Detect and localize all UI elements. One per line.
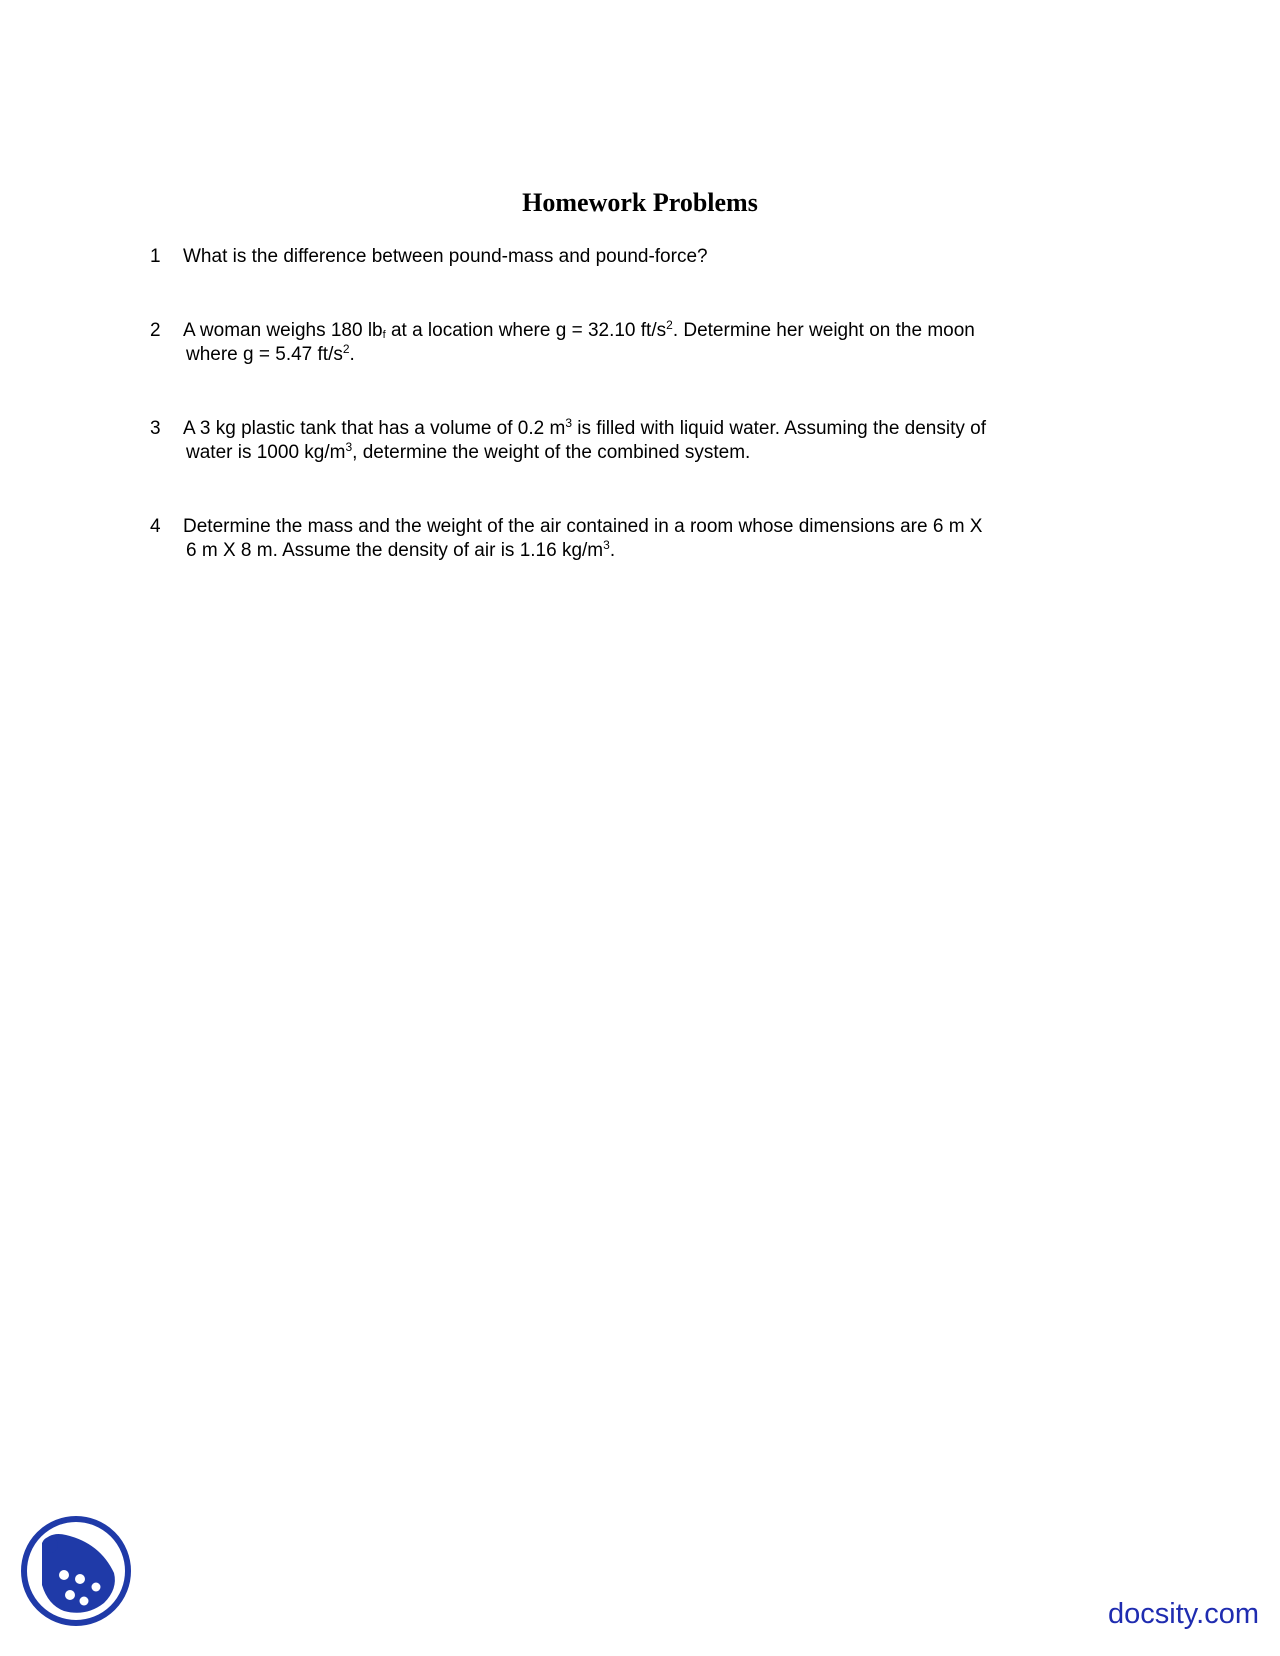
problem-number: 4 xyxy=(150,516,161,537)
problem-line-part: . xyxy=(349,344,355,365)
problem-text xyxy=(183,515,1090,563)
page-title: Homework Problems xyxy=(522,188,758,217)
superscript: 3 xyxy=(603,538,610,552)
problem-line-2 xyxy=(186,343,1090,367)
problem-number: 3 xyxy=(150,418,161,439)
problem-line: What is the difference between pound-mass and pound-force? xyxy=(183,246,708,267)
problem-line-part: . Determine her weight on the moon xyxy=(672,320,975,341)
problem-line-part: is filled with liquid water. Assuming the density of xyxy=(572,418,986,439)
problem-line-part: where g = 5.47 ft/s xyxy=(186,344,343,365)
problem-line-2 xyxy=(186,441,1090,465)
problem-text xyxy=(183,417,1090,465)
problem-line-2 xyxy=(186,539,1090,563)
docsity-brand-link[interactable]: docsity.com xyxy=(1108,1598,1259,1630)
superscript: 3 xyxy=(345,440,353,454)
problem-line-part: A woman weighs 180 lb xyxy=(183,320,383,341)
problem-2 xyxy=(150,319,1090,367)
problem-1 xyxy=(150,245,1090,269)
superscript: 3 xyxy=(565,416,573,430)
subscript: f xyxy=(382,329,386,341)
problem-line-part: 6 m X 8 m. Assume the density of air is 1.16 kg/m xyxy=(186,540,604,561)
problem-text xyxy=(183,245,1090,269)
problem-line-part: A 3 kg plastic tank that has a volume of 0.2 m xyxy=(183,418,566,439)
problem-line-part: water is 1000 kg/m xyxy=(186,442,346,463)
docsity-logo-icon[interactable] xyxy=(20,1515,132,1627)
problem-number: 2 xyxy=(150,320,161,341)
problem-number: 1 xyxy=(150,246,161,267)
problem-4 xyxy=(150,515,1090,563)
problem-text xyxy=(183,319,1090,367)
superscript: 2 xyxy=(342,342,350,356)
problem-line-part: , determine the weight of the combined system. xyxy=(352,442,751,463)
problem-line-part: at a location where g = 32.10 ft/s xyxy=(385,320,667,341)
problem-line-part: . xyxy=(609,540,616,561)
problem-line: Determine the mass and the weight of the air contained in a room whose dimensions are 6 m X xyxy=(183,516,983,537)
problem-3 xyxy=(150,417,1090,465)
superscript: 2 xyxy=(666,318,673,332)
